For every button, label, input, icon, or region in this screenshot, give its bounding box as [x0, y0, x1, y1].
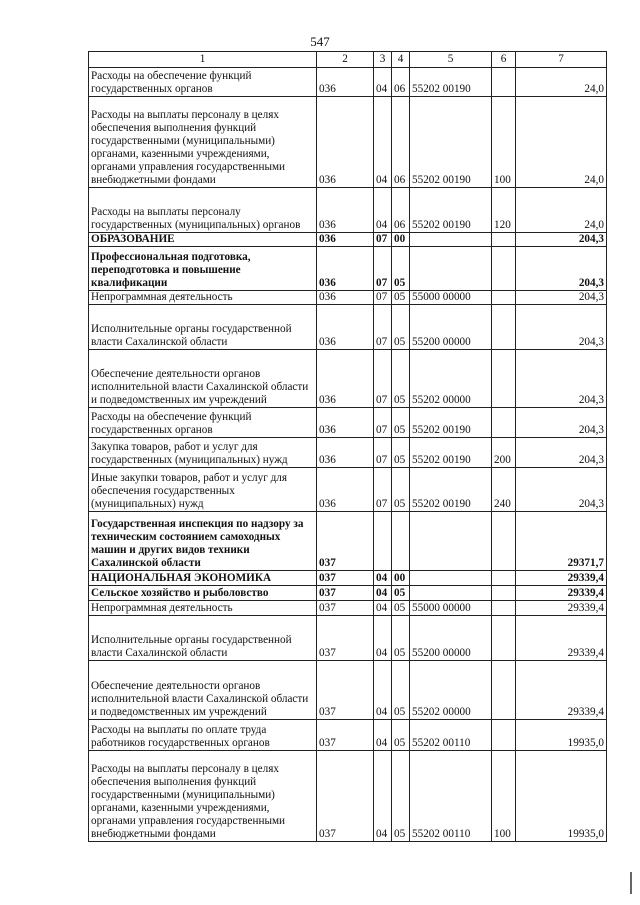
row-value-cell: 05: [392, 438, 410, 468]
row-value-cell: 19935,0: [516, 720, 607, 751]
column-header: 5: [410, 52, 492, 68]
row-value-cell: [492, 720, 516, 751]
table-row: [89, 661, 607, 720]
table-row: [89, 305, 607, 350]
row-value-cell: [492, 291, 516, 305]
row-value-cell: [410, 586, 492, 601]
row-name-cell: Расходы на выплаты персоналу в целях обеспечения выполнения функций государственными (муниципальными) органами, казенными учреждениями, органами управления государственными внебюджетными фондами: [89, 751, 317, 842]
row-value-cell: 55202 00110: [410, 720, 492, 751]
row-value-cell: 00: [392, 571, 410, 586]
row-value-cell: 036: [317, 291, 374, 305]
row-value-cell: 05: [392, 586, 410, 601]
row-value-cell: [492, 68, 516, 97]
row-value-cell: 04: [374, 751, 392, 842]
scan-mark: [630, 872, 632, 894]
row-name-cell: Расходы на выплаты персоналу государственных (муниципальных) органов: [89, 188, 317, 233]
row-value-cell: 204,3: [516, 468, 607, 512]
row-name-cell: Исполнительные органы государственной власти Сахалинской области: [89, 616, 317, 661]
row-name-cell: Расходы на обеспечение функций государственных органов: [89, 408, 317, 438]
column-header: 4: [392, 52, 410, 68]
row-value-cell: [492, 586, 516, 601]
table-row: [89, 571, 607, 586]
row-value-cell: 24,0: [516, 97, 607, 188]
row-name-cell: Исполнительные органы государственной власти Сахалинской области: [89, 305, 317, 350]
row-value-cell: 29339,4: [516, 616, 607, 661]
row-value-cell: 05: [392, 291, 410, 305]
row-value-cell: 04: [374, 188, 392, 233]
row-value-cell: 04: [374, 571, 392, 586]
row-value-cell: 036: [317, 233, 374, 247]
row-value-cell: 036: [317, 468, 374, 512]
row-value-cell: 037: [317, 720, 374, 751]
row-name-cell: Непрограммная деятельность: [89, 291, 317, 305]
row-value-cell: 204,3: [516, 438, 607, 468]
row-value-cell: 204,3: [516, 305, 607, 350]
row-name-cell: Обеспечение деятельности органов исполнительной власти Сахалинской области и подведомственных им учреждений: [89, 661, 317, 720]
table-row: [89, 68, 607, 97]
row-value-cell: 55202 00190: [410, 97, 492, 188]
row-name-cell: Непрограммная деятельность: [89, 601, 317, 616]
row-value-cell: 204,3: [516, 247, 607, 291]
column-header: 2: [317, 52, 374, 68]
row-value-cell: 29339,4: [516, 586, 607, 601]
row-value-cell: 036: [317, 68, 374, 97]
row-name-cell: Закупка товаров, работ и услуг для государственных (муниципальных) нужд: [89, 438, 317, 468]
row-value-cell: 036: [317, 350, 374, 408]
row-name-cell: ОБРАЗОВАНИЕ: [89, 233, 317, 247]
row-value-cell: [374, 512, 392, 571]
row-value-cell: 07: [374, 408, 392, 438]
row-value-cell: 06: [392, 68, 410, 97]
row-value-cell: 036: [317, 408, 374, 438]
row-name-cell: Иные закупки товаров, работ и услуг для обеспечения государственных (муниципальных) нужд: [89, 468, 317, 512]
row-value-cell: [492, 233, 516, 247]
row-name-cell: Обеспечение деятельности органов исполнительной власти Сахалинской области и подведомственных им учреждений: [89, 350, 317, 408]
page-number: 547: [310, 34, 330, 49]
row-value-cell: [410, 233, 492, 247]
row-value-cell: 240: [492, 468, 516, 512]
row-value-cell: 55000 00000: [410, 601, 492, 616]
row-value-cell: 037: [317, 661, 374, 720]
row-value-cell: 55202 00190: [410, 438, 492, 468]
row-value-cell: 24,0: [516, 68, 607, 97]
row-value-cell: 29339,4: [516, 571, 607, 586]
row-value-cell: 036: [317, 188, 374, 233]
row-name-cell: Расходы на обеспечение функций государственных органов: [89, 68, 317, 97]
row-value-cell: 05: [392, 350, 410, 408]
column-header: 1: [89, 52, 317, 68]
row-value-cell: 037: [317, 512, 374, 571]
row-value-cell: 55202 00190: [410, 408, 492, 438]
row-value-cell: 05: [392, 661, 410, 720]
row-value-cell: 04: [374, 720, 392, 751]
row-value-cell: 07: [374, 247, 392, 291]
row-value-cell: 55200 00000: [410, 305, 492, 350]
table-row: [89, 438, 607, 468]
table-row: [89, 408, 607, 438]
row-value-cell: 07: [374, 305, 392, 350]
row-value-cell: 04: [374, 601, 392, 616]
row-value-cell: 05: [392, 305, 410, 350]
row-value-cell: 200: [492, 438, 516, 468]
row-value-cell: 06: [392, 97, 410, 188]
row-value-cell: 07: [374, 438, 392, 468]
row-value-cell: 037: [317, 751, 374, 842]
column-header: 7: [516, 52, 607, 68]
row-name-cell: Государственная инспекция по надзору за техническим состоянием самоходных машин и других видов техники Сахалинской области: [89, 512, 317, 571]
row-value-cell: 05: [392, 247, 410, 291]
table-row: [89, 247, 607, 291]
row-value-cell: 07: [374, 350, 392, 408]
row-value-cell: [492, 512, 516, 571]
row-value-cell: 55200 00000: [410, 616, 492, 661]
row-value-cell: 55000 00000: [410, 291, 492, 305]
table-header-row: [89, 52, 607, 68]
table-row: [89, 468, 607, 512]
row-value-cell: [492, 571, 516, 586]
row-value-cell: 037: [317, 616, 374, 661]
row-value-cell: 29339,4: [516, 661, 607, 720]
row-value-cell: 55202 00190: [410, 188, 492, 233]
table-row: [89, 586, 607, 601]
row-value-cell: [410, 571, 492, 586]
row-value-cell: [410, 247, 492, 291]
row-value-cell: 04: [374, 616, 392, 661]
row-value-cell: [492, 350, 516, 408]
row-value-cell: [492, 305, 516, 350]
row-value-cell: 04: [374, 97, 392, 188]
row-name-cell: Расходы на выплаты по оплате труда работников государственных органов: [89, 720, 317, 751]
row-value-cell: 036: [317, 247, 374, 291]
row-value-cell: 100: [492, 97, 516, 188]
table-row: [89, 601, 607, 616]
row-value-cell: 07: [374, 291, 392, 305]
row-value-cell: 04: [374, 68, 392, 97]
row-value-cell: [492, 247, 516, 291]
table-row: [89, 233, 607, 247]
table-row: [89, 291, 607, 305]
row-value-cell: 05: [392, 616, 410, 661]
row-value-cell: 204,3: [516, 350, 607, 408]
row-value-cell: [492, 616, 516, 661]
row-value-cell: [492, 408, 516, 438]
table-row: [89, 616, 607, 661]
row-value-cell: 29371,7: [516, 512, 607, 571]
row-value-cell: 037: [317, 571, 374, 586]
row-value-cell: 05: [392, 751, 410, 842]
row-value-cell: 05: [392, 720, 410, 751]
row-value-cell: 55202 00190: [410, 468, 492, 512]
table-row: [89, 751, 607, 842]
row-value-cell: 55202 00000: [410, 661, 492, 720]
column-header: 6: [492, 52, 516, 68]
column-header: 3: [374, 52, 392, 68]
row-value-cell: 204,3: [516, 291, 607, 305]
row-value-cell: [392, 512, 410, 571]
row-value-cell: 204,3: [516, 233, 607, 247]
row-name-cell: Расходы на выплаты персоналу в целях обеспечения выполнения функций государственными (муниципальными) органами, казенными учреждениями, органами управления государственными внебюджетными фондами: [89, 97, 317, 188]
row-value-cell: 07: [374, 233, 392, 247]
table-body: [89, 68, 607, 842]
row-value-cell: [492, 661, 516, 720]
row-value-cell: 037: [317, 586, 374, 601]
row-value-cell: 06: [392, 188, 410, 233]
row-value-cell: 55202 00190: [410, 68, 492, 97]
row-value-cell: 00: [392, 233, 410, 247]
row-value-cell: 05: [392, 408, 410, 438]
row-value-cell: 036: [317, 438, 374, 468]
row-name-cell: Профессиональная подготовка, переподготовка и повышение квалификации: [89, 247, 317, 291]
row-value-cell: 04: [374, 661, 392, 720]
row-value-cell: [492, 601, 516, 616]
row-value-cell: 100: [492, 751, 516, 842]
row-value-cell: 07: [374, 468, 392, 512]
row-value-cell: 19935,0: [516, 751, 607, 842]
table-row: [89, 188, 607, 233]
row-value-cell: 204,3: [516, 408, 607, 438]
row-value-cell: 04: [374, 586, 392, 601]
table-row: [89, 350, 607, 408]
row-name-cell: НАЦИОНАЛЬНАЯ ЭКОНОМИКА: [89, 571, 317, 586]
row-value-cell: 55202 00000: [410, 350, 492, 408]
row-value-cell: 036: [317, 305, 374, 350]
row-value-cell: [410, 512, 492, 571]
row-value-cell: 55202 00110: [410, 751, 492, 842]
table-row: [89, 720, 607, 751]
table-row: [89, 97, 607, 188]
row-name-cell: Сельское хозяйство и рыболовство: [89, 586, 317, 601]
row-value-cell: 24,0: [516, 188, 607, 233]
row-value-cell: 037: [317, 601, 374, 616]
row-value-cell: 120: [492, 188, 516, 233]
table-row: [89, 512, 607, 571]
row-value-cell: 036: [317, 97, 374, 188]
budget-table: [88, 51, 607, 842]
row-value-cell: 05: [392, 601, 410, 616]
row-value-cell: 05: [392, 468, 410, 512]
row-value-cell: 29339,4: [516, 601, 607, 616]
